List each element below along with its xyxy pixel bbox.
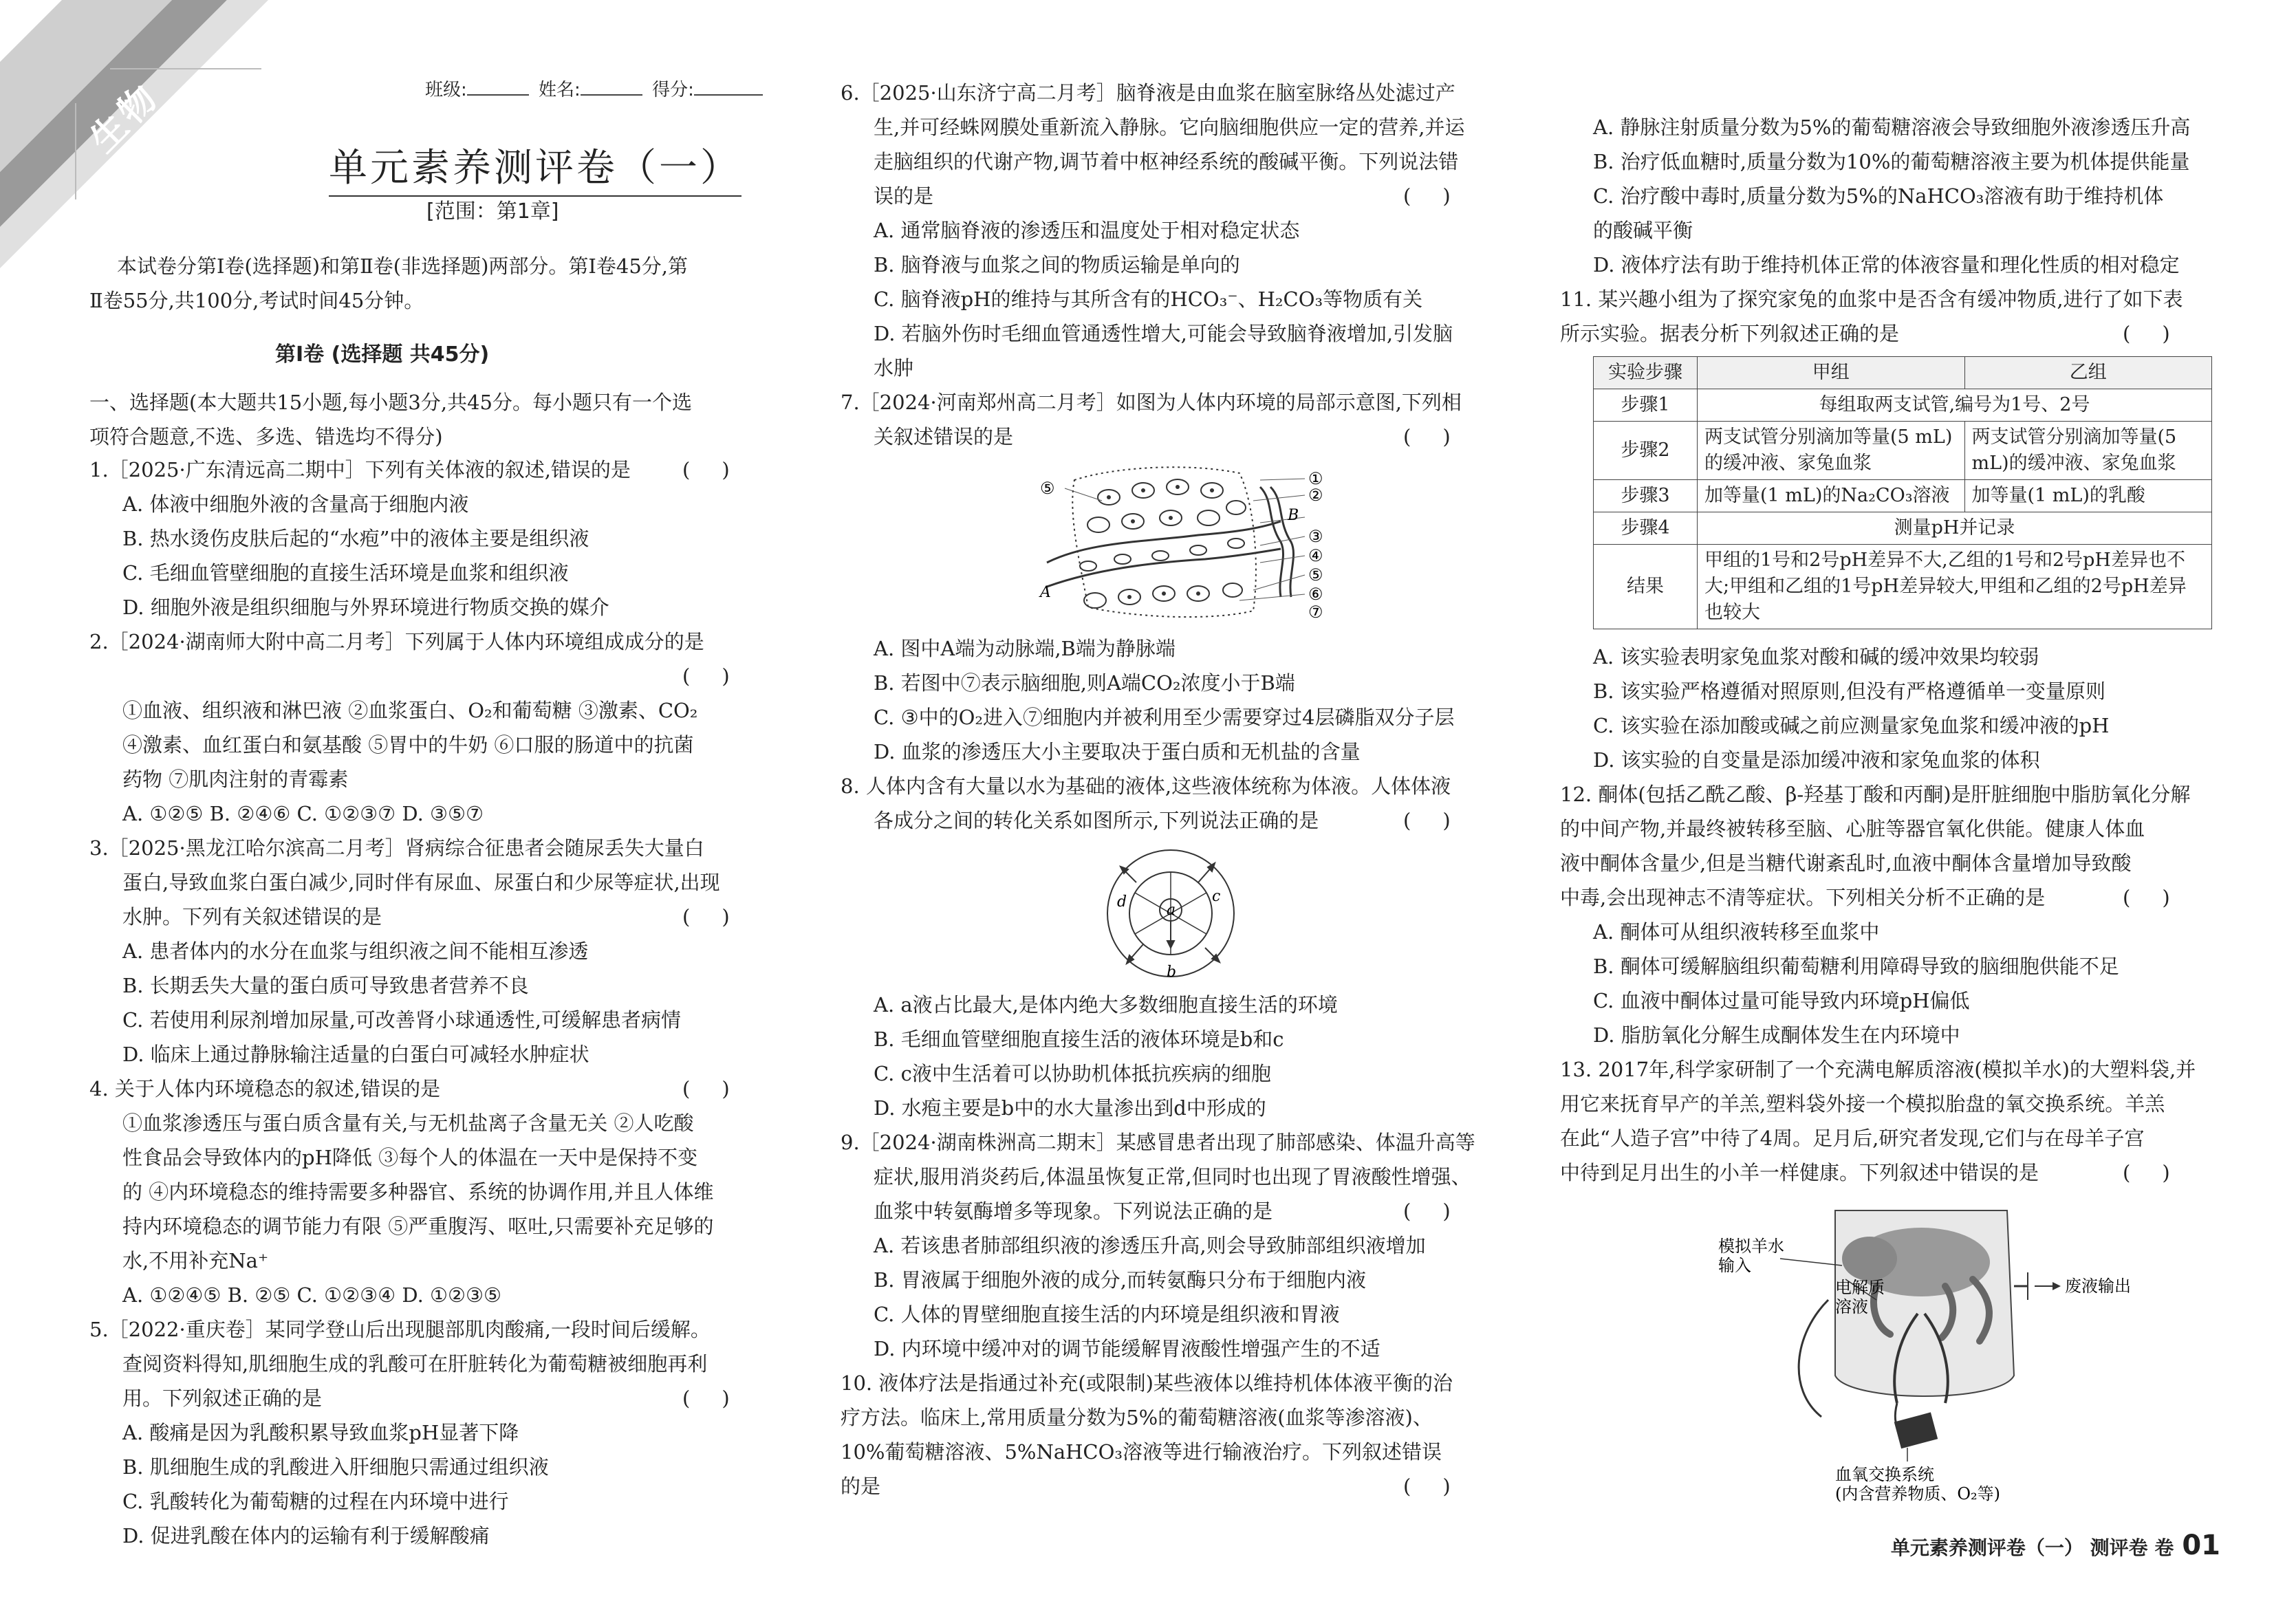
q7-tissue-diagram bbox=[1033, 459, 1350, 624]
q10-opt-a[interactable]: A. 静脉注射质量分数为5%的葡萄糖溶液会导致细胞外液渗透压升高 bbox=[1593, 116, 2191, 139]
q10-line-3: 10%葡萄糖溶液、5%NaHCO₃溶液等进行输液治疗。下列叙述错误 bbox=[841, 1440, 1442, 1464]
table-cell-yi: 加等量(1 mL)的乳酸 bbox=[1964, 480, 2212, 512]
q3-opt-d[interactable]: D. 临床上通过静脉输注适量的白蛋白可减轻水肿症状 bbox=[122, 1043, 589, 1066]
q6-line-1: 6.［2025·山东济宁高二月考］脑脊液是由血浆在脑室脉络丛处滤过产 bbox=[841, 81, 1455, 105]
section-title: 第Ⅰ卷 (选择题 共45分) bbox=[275, 343, 490, 367]
q8-body-fluid-diagram bbox=[1102, 845, 1239, 982]
q11-answer[interactable]: ( ) bbox=[2123, 322, 2170, 345]
q10-opt-b[interactable]: B. 治疗低血糖时,质量分数为10%的葡萄糖溶液主要为机体提供能量 bbox=[1593, 150, 2190, 173]
q6-opt-d[interactable]: D. 若脑外伤时毛细血管通透性增大,可能会导致脑脊液增加,引发脑 bbox=[874, 322, 1453, 345]
q7-line-1: 7.［2024·河南郑州高二月考］如图为人体内环境的局部示意图,下列相 bbox=[841, 391, 1462, 414]
q12-line-2: 的中间产物,并最终被转移至脑、心脏等器官氧化供能。健康人体血 bbox=[1560, 817, 2145, 840]
q5-opt-d[interactable]: D. 促进乳酸在体内的运输有利于缓解酸痛 bbox=[122, 1524, 490, 1547]
footer-text: 单元素养测评卷（一） 测评卷 卷 bbox=[1890, 1536, 2174, 1559]
q3-line-3: 水肿。下列有关叙述错误的是 bbox=[122, 905, 382, 928]
name-label: 姓名: bbox=[539, 80, 581, 100]
q12-opt-a[interactable]: A. 酮体可从组织液转移至血浆中 bbox=[1593, 920, 1880, 944]
table-cell-jia: 两支试管分别滴加等量(5 mL)的缓冲液、家兔血浆 bbox=[1698, 422, 1965, 480]
q5-line-2: 查阅资料得知,肌细胞生成的乳酸可在肝脏转化为葡萄糖被细胞再利 bbox=[122, 1352, 708, 1376]
table-row bbox=[1594, 480, 2212, 512]
q10-opt-c[interactable]: C. 治疗酸中毒时,质量分数为5%的NaHCO₃溶液有助于维持机体 bbox=[1593, 184, 2164, 208]
table-header-yi: 乙组 bbox=[1964, 357, 2212, 389]
q12-line-1: 12. 酮体(包括乙酰乙酸、β-羟基丁酸和丙酮)是肝脏细胞中脂肪氧化分解 bbox=[1560, 783, 2191, 806]
q13-label-system: 血氧交换系统(内含营养物质、O₂等) bbox=[1835, 1465, 2001, 1503]
q11-line-1: 11. 某兴趣小组为了探究家兔的血浆中是否含有缓冲物质,进行了如下表 bbox=[1560, 287, 2183, 311]
q7-opt-d[interactable]: D. 血浆的渗透压大小主要取决于蛋白质和无机盐的含量 bbox=[874, 740, 1361, 763]
q8-line-1: 8. 人体内含有大量以水为基础的液体,这些液体统称为体液。人体体液 bbox=[841, 774, 1451, 798]
q12-opt-d[interactable]: D. 脂肪氧化分解生成酮体发生在内环境中 bbox=[1593, 1023, 1960, 1047]
q12-line-4: 中毒,会出现神志不清等症状。下列相关分析不正确的是 bbox=[1560, 886, 2046, 909]
table-step-cell: 步骤4 bbox=[1594, 512, 1698, 545]
page-title: 单元素养测评卷（一） bbox=[329, 138, 741, 197]
q4-line-4: 持内环境稳态的调节能力有限 ⑤严重腹泻、呕吐,只需要补充足够的 bbox=[122, 1215, 714, 1238]
q6-line-3: 走脑组织的代谢产物,调节着中枢神经系统的酸碱平衡。下列说法错 bbox=[874, 150, 1459, 173]
q7-line-2: 关叙述错误的是 bbox=[874, 425, 1014, 448]
q7-opt-b[interactable]: B. 若图中⑦表示脑细胞,则A端CO₂浓度小于B端 bbox=[874, 671, 1295, 695]
q1-opt-c[interactable]: C. 毛细血管壁细胞的直接生活环境是血浆和组织液 bbox=[122, 561, 569, 585]
q8-line-2: 各成分之间的转化关系如图所示,下列说法正确的是 bbox=[874, 809, 1319, 832]
table-step-cell: 步骤2 bbox=[1594, 422, 1698, 480]
mc-intro-1: 一、选择题(本大题共15小题,每小题3分,共45分。每小题只有一个选 bbox=[89, 391, 693, 414]
q12-opt-b[interactable]: B. 酮体可缓解脑组织葡萄糖利用障碍导致的脑细胞供能不足 bbox=[1593, 955, 2119, 978]
q2-opts[interactable]: A. ①②⑤ B. ②④⑥ C. ①②③⑦ D. ③⑤⑦ bbox=[122, 802, 484, 825]
q7-label-6: ⑥ bbox=[1308, 585, 1323, 604]
q10-line-2: 疗方法。临床上,常用质量分数为5%的葡萄糖溶液(血浆等渗溶液)、 bbox=[841, 1406, 1433, 1429]
q7-opt-a[interactable]: A. 图中A端为动脉端,B端为静脉端 bbox=[874, 637, 1176, 660]
table-header-jia: 甲组 bbox=[1698, 357, 1965, 389]
intro-line-1: 本试卷分第Ⅰ卷(选择题)和第Ⅱ卷(非选择题)两部分。第Ⅰ卷45分,第 bbox=[117, 254, 688, 278]
q10-line-1: 10. 液体疗法是指通过补充(或限制)某些液体以维持机体体液平衡的治 bbox=[841, 1371, 1453, 1395]
table-step-cell: 结果 bbox=[1594, 545, 1698, 629]
q7-label-b: B bbox=[1288, 507, 1299, 524]
class-field[interactable] bbox=[467, 79, 529, 96]
q9-opt-d[interactable]: D. 内环境中缓冲对的调节能缓解胃液酸性增强产生的不适 bbox=[874, 1337, 1380, 1360]
range-note: [范围：第1章] bbox=[426, 199, 559, 224]
table-step-cell: 步骤1 bbox=[1594, 389, 1698, 422]
q2-stem: 2.［2024·湖南师大附中高二月考］下列属于人体内环境组成成分的是 bbox=[89, 630, 704, 653]
q1-stem: 1.［2025·广东清远高二期中］下列有关体液的叙述,错误的是 bbox=[89, 458, 631, 481]
q2-line-2: ④激素、血红蛋白和氨基酸 ⑤胃中的牛奶 ⑥口服的肠道中的抗菌 bbox=[122, 733, 694, 757]
q6-answer[interactable]: ( ) bbox=[1403, 184, 1451, 208]
q4-stem: 4. 关于人体内环境稳态的叙述,错误的是 bbox=[89, 1077, 441, 1100]
q7-label-4: ④ bbox=[1308, 546, 1323, 565]
q4-answer[interactable]: ( ) bbox=[682, 1077, 730, 1100]
q5-answer[interactable]: ( ) bbox=[682, 1387, 730, 1410]
q7-label-7: ⑦ bbox=[1308, 602, 1323, 622]
q13-label-input: 模拟羊水输入 bbox=[1718, 1237, 1784, 1275]
q9-line-1: 9.［2024·湖南株洲高二期末］某感冒患者出现了肺部感染、体温升高等 bbox=[841, 1131, 1475, 1154]
q1-opt-b[interactable]: B. 热水烫伤皮肤后起的“水疱”中的液体主要是组织液 bbox=[122, 527, 589, 550]
intro-line-2: Ⅱ卷55分,共100分,考试时间45分钟。 bbox=[89, 289, 424, 312]
q1-answer[interactable]: ( ) bbox=[682, 458, 730, 481]
q7-label-a: A bbox=[1040, 584, 1051, 601]
q9-opt-c[interactable]: C. 人体的胃壁细胞直接生活的内环境是组织液和胃液 bbox=[874, 1303, 1340, 1326]
q5-line-3: 用。下列叙述正确的是 bbox=[122, 1387, 323, 1410]
q8-opt-b[interactable]: B. 毛细血管壁细胞直接生活的液体环境是b和c bbox=[874, 1028, 1284, 1051]
q12-line-3: 液中酮体含量少,但是当糖代谢紊乱时,血液中酮体含量增加导致酸 bbox=[1560, 851, 2132, 875]
q4-line-1: ①血浆渗透压与蛋白质含量有关,与无机盐离子含量无关 ②人吃酸 bbox=[122, 1111, 694, 1135]
table-step-cell: 步骤3 bbox=[1594, 480, 1698, 512]
q6-line-4: 误的是 bbox=[874, 184, 934, 208]
q3-opt-b[interactable]: B. 长期丢失大量的蛋白质可导致患者营养不良 bbox=[122, 974, 529, 997]
name-field[interactable] bbox=[581, 79, 642, 96]
mc-intro-2: 项符合题意,不选、多选、错选均不得分) bbox=[89, 425, 443, 448]
q13-line-3: 在此“人造子宫”中待了4周。足月后,研究者发现,它们与在母羊子宫 bbox=[1560, 1127, 2145, 1150]
table-row bbox=[1594, 422, 2212, 480]
q2-answer[interactable]: ( ) bbox=[682, 664, 730, 688]
score-label: 得分: bbox=[652, 80, 694, 100]
q11-opt-d[interactable]: D. 该实验的自变量是添加缓冲液和家兔血浆的体积 bbox=[1593, 748, 2040, 772]
q2-line-3: 药物 ⑦肌肉注射的青霉素 bbox=[122, 768, 349, 791]
q11-opt-b[interactable]: B. 该实验严格遵循对照原则,但没有严格遵循单一变量原则 bbox=[1593, 680, 2105, 703]
q2-line-1: ①血液、组织液和淋巴液 ②血浆蛋白、O₂和葡萄糖 ③激素、CO₂ bbox=[122, 699, 698, 722]
q13-line-2: 用它来抚育早产的羊羔,塑料袋外接一个模拟胎盘的氧交换系统。羊羔 bbox=[1560, 1092, 2165, 1116]
q13-label-electrolyte: 电解质溶液 bbox=[1835, 1278, 1885, 1316]
q9-line-3: 血浆中转氨酶增多等现象。下列说法正确的是 bbox=[874, 1199, 1273, 1223]
q9-opt-a[interactable]: A. 若该患者肺部组织液的渗透压升高,则会导致肺部组织液增加 bbox=[874, 1234, 1426, 1257]
q5-opt-b[interactable]: B. 肌细胞生成的乳酸进入肝细胞只需通过组织液 bbox=[122, 1455, 549, 1479]
student-info bbox=[425, 76, 763, 101]
q8-opt-c[interactable]: C. c液中生活着可以协助机体抵抗疾病的细胞 bbox=[874, 1062, 1271, 1085]
q3-opt-a[interactable]: A. 患者体内的水分在血浆与组织液之间不能相互渗透 bbox=[122, 939, 589, 963]
q7-answer[interactable]: ( ) bbox=[1403, 425, 1451, 448]
q6-opt-c[interactable]: C. 脑脊液pH的维持与其所含有的HCO₃⁻、H₂CO₃等物质有关 bbox=[874, 287, 1423, 311]
q10-answer[interactable]: ( ) bbox=[1403, 1475, 1451, 1498]
table-row bbox=[1594, 389, 2212, 422]
q10-opt-d[interactable]: D. 液体疗法有助于维持机体正常的体液容量和理化性质的相对稳定 bbox=[1593, 253, 2180, 276]
q7-label-5b: ⑤ bbox=[1040, 479, 1055, 498]
table-cell-yi: 两支试管分别滴加等量(5 mL)的缓冲液、家兔血浆 bbox=[1964, 422, 2212, 480]
q8-answer[interactable]: ( ) bbox=[1403, 809, 1451, 832]
q13-line-1: 13. 2017年,科学家研制了一个充满电解质溶液(模拟羊水)的大塑料袋,并 bbox=[1560, 1058, 2196, 1081]
table-merged-cell: 测量pH并记录 bbox=[1698, 512, 2212, 545]
q12-answer[interactable]: ( ) bbox=[2123, 886, 2170, 909]
q11-table bbox=[1593, 356, 2212, 629]
q10-line-4: 的是 bbox=[841, 1475, 881, 1498]
q11-opt-a[interactable]: A. 该实验表明家兔血浆对酸和碱的缓冲效果均较弱 bbox=[1593, 645, 2039, 669]
q7-opt-c[interactable]: C. ③中的O₂进入⑦细胞内并被利用至少需要穿过4层磷脂双分子层 bbox=[874, 706, 1455, 729]
q5-opt-a[interactable]: A. 酸痛是因为乳酸积累导致血浆pH显著下降 bbox=[122, 1421, 519, 1444]
q11-opt-c[interactable]: C. 该实验在添加酸或碱之前应测量家兔血浆和缓冲液的pH bbox=[1593, 714, 2110, 737]
q9-answer[interactable]: ( ) bbox=[1403, 1199, 1451, 1223]
q6-line-2: 生,并可经蛛网膜处重新流入静脉。它向脑细胞供应一定的营养,并运 bbox=[874, 116, 1465, 139]
table-merged-cell: 甲组的1号和2号pH差异不大,乙组的1号和2号pH差异也不大;甲组和乙组的1号pH差异较大,甲组和乙组的2号pH差异也较大 bbox=[1698, 545, 2212, 629]
q3-line-2: 蛋白,导致血浆白蛋白减少,同时伴有尿血、尿蛋白和少尿等症状,出现 bbox=[122, 871, 720, 894]
q6-opt-a[interactable]: A. 通常脑脊液的渗透压和温度处于相对稳定状态 bbox=[874, 219, 1300, 242]
table-header-step: 实验步骤 bbox=[1594, 357, 1698, 389]
table-merged-cell: 每组取两支试管,编号为1号、2号 bbox=[1698, 389, 2212, 422]
score-field[interactable] bbox=[694, 79, 763, 96]
class-label: 班级: bbox=[425, 80, 467, 100]
q8-opt-a[interactable]: A. a液占比最大,是体内绝大多数细胞直接生活的环境 bbox=[874, 993, 1338, 1017]
q8-label-d: d bbox=[1117, 893, 1127, 911]
q13-artificial-womb-diagram bbox=[1670, 1197, 2138, 1503]
table-row bbox=[1594, 545, 2212, 629]
q4-line-3: 的 ④内环境稳态的维持需要多种器官、系统的协调作用,并且人体维 bbox=[122, 1180, 714, 1204]
q4-line-2: 性食品会导致体内的pH降低 ③每个人的体温在一天中是保持不变 bbox=[122, 1146, 698, 1169]
q13-answer[interactable]: ( ) bbox=[2123, 1161, 2170, 1184]
svg-label-line: (内含营养物质、O₂等) bbox=[1835, 1484, 2001, 1503]
svg-label-line: 输入 bbox=[1718, 1256, 1751, 1275]
q1-opt-a[interactable]: A. 体液中细胞外液的含量高于细胞内液 bbox=[122, 492, 469, 516]
q6-opt-d-cont: 水肿 bbox=[874, 356, 914, 380]
page-number: 01 bbox=[2182, 1530, 2220, 1561]
page-footer bbox=[1891, 1530, 2220, 1561]
q4-opts[interactable]: A. ①②④⑤ B. ②⑤ C. ①②③④ D. ①②③⑤ bbox=[122, 1283, 501, 1307]
svg-label-line: 溶液 bbox=[1835, 1297, 1868, 1316]
subject-label: 生物 bbox=[82, 75, 169, 161]
q8-opt-d[interactable]: D. 水疱主要是b中的水大量渗出到d中形成的 bbox=[874, 1096, 1266, 1120]
q7-label-1: ① bbox=[1308, 469, 1323, 488]
q5-opt-c[interactable]: C. 乳酸转化为葡萄糖的过程在内环境中进行 bbox=[122, 1490, 509, 1513]
q9-opt-b[interactable]: B. 胃液属于细胞外液的成分,而转氨酶只分布于细胞内液 bbox=[874, 1268, 1366, 1292]
q9-line-2: 症状,服用消炎药后,体温虽恢复正常,但同时也出现了胃液酸性增强、 bbox=[874, 1165, 1471, 1188]
q13-label-waste: 废液输出 bbox=[2065, 1276, 2131, 1296]
q7-label-3: ③ bbox=[1308, 527, 1323, 546]
q3-line-1: 3.［2025·黑龙江哈尔滨高二月考］肾病综合征患者会随尿丢失大量白 bbox=[89, 836, 704, 860]
q6-opt-b[interactable]: B. 脑脊液与血浆之间的物质运输是单向的 bbox=[874, 253, 1240, 276]
q8-label-a: a bbox=[1167, 902, 1176, 919]
q5-line-1: 5.［2022·重庆卷］某同学登山后出现腿部肌肉酸痛,一段时间后缓解。 bbox=[89, 1318, 711, 1341]
q13-line-4: 中待到足月出生的小羊一样健康。下列叙述中错误的是 bbox=[1560, 1161, 2039, 1184]
q1-opt-d[interactable]: D. 细胞外液是组织细胞与外界环境进行物质交换的媒介 bbox=[122, 596, 609, 619]
q10-opt-c-cont: 的酸碱平衡 bbox=[1593, 219, 1693, 242]
q4-line-5: 水,不用补充Na⁺ bbox=[122, 1249, 269, 1272]
table-row bbox=[1594, 512, 2212, 545]
table-cell-jia: 加等量(1 mL)的Na₂CO₃溶液 bbox=[1698, 480, 1965, 512]
q3-answer[interactable]: ( ) bbox=[682, 905, 730, 928]
q7-label-5: ⑤ bbox=[1308, 565, 1323, 585]
q7-label-2: ② bbox=[1308, 486, 1323, 505]
q11-line-2: 所示实验。据表分析下列叙述正确的是 bbox=[1560, 322, 1900, 345]
q12-opt-c[interactable]: C. 血液中酮体过量可能导致内环境pH偏低 bbox=[1593, 989, 1970, 1012]
q3-opt-c[interactable]: C. 若使用利尿剂增加尿量,可改善肾小球通透性,可缓解患者病情 bbox=[122, 1008, 682, 1032]
q8-label-c: c bbox=[1212, 888, 1221, 905]
q8-label-b: b bbox=[1167, 964, 1177, 981]
